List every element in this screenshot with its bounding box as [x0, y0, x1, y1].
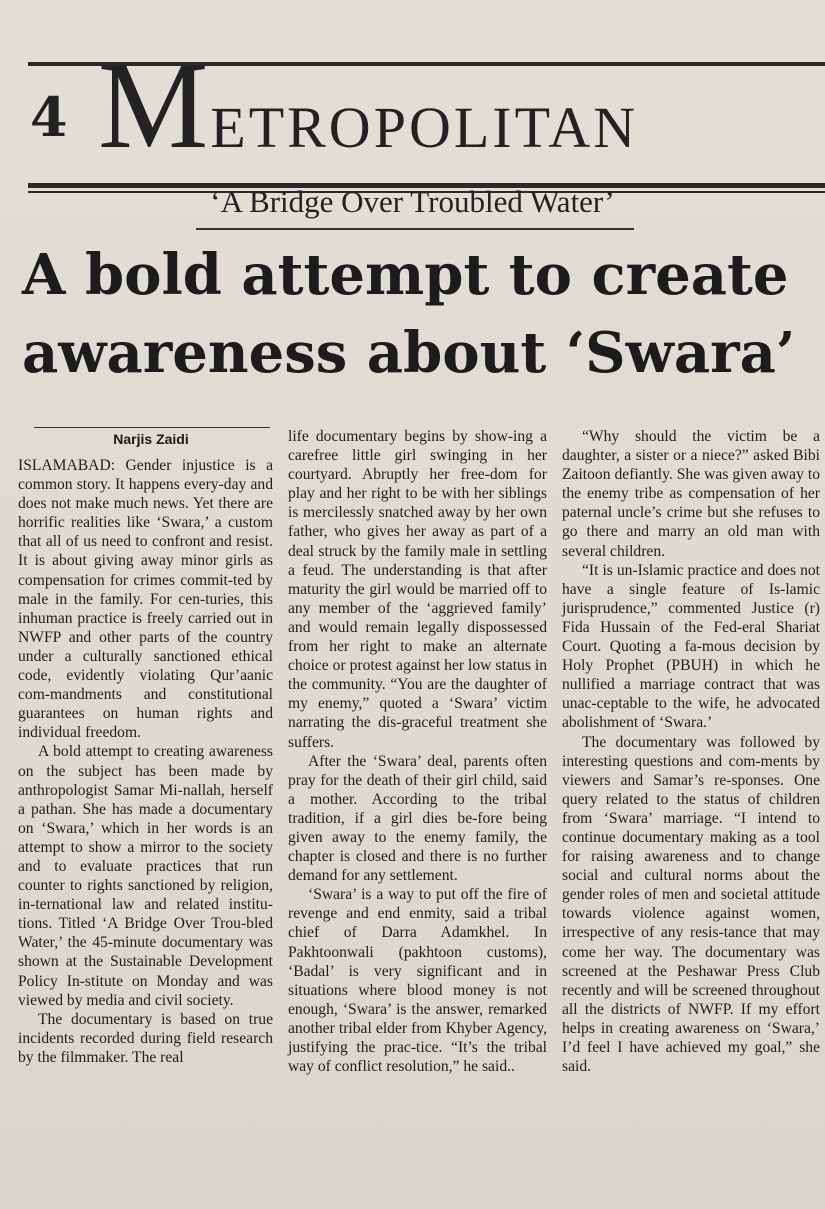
article-byline: Narjis Zaidi	[113, 431, 189, 447]
paragraph: The documentary was followed by interesting questions and com-ments by viewers and Samar’s re-sponses. One query related to the status of children from ‘Swara’ marriage. “I intend to continue documentary making as a tool for raising awareness and to change social and cultural norms about the gender roles of men and societal attitude towards violence against women, irrespective of any resis-tance that may come her way. The documentary was screened at the Peshawar Press Club recently and will be screened throughout all the districts of NWFP. If my effort helps in creating awareness on ‘Swara,’ I’d feel I have achieved my goal,” she said.	[562, 733, 820, 1076]
paragraph: The documentary is based on true incidents recorded during field research by the filmmaker. The real	[18, 1010, 273, 1066]
headline-line-1: A bold attempt to create	[22, 242, 789, 308]
paragraph: “Why should the victim be a daughter, a sister or a niece?” asked Bibi Zaitoon defiantly. She was given away to the enemy tribe as compensation of her paternal uncle’s crime but she refuses to go there and marry an old man with several children.	[562, 428, 820, 560]
article-kicker: ‘A Bridge Over Troubled Water’	[210, 184, 615, 219]
byline-rule	[34, 427, 270, 428]
headline-line-2: awareness about ‘Swara’	[22, 320, 796, 386]
page-number: 4	[30, 85, 68, 149]
article-column-1	[18, 456, 273, 1067]
section-title-rest: ETROPOLITAN	[210, 95, 639, 160]
paragraph: ISLAMABAD: Gender injustice is a common story. It happens every-day and does not make much news. Yet there are horrific realities like ‘Swara,’ a custom that all of us need to confront and resist. It is about giving away minor girls as compensation for crimes commit-ted by male in the family. For cen-turies, this inhuman practice is freely carried out in NWFP and other parts of the country under a culturally sanctioned ethical code, evidently violating Qur’aanic com-mandments and constitutional guarantees on human rights and individual freedom.	[18, 457, 273, 742]
kicker-underline	[196, 228, 634, 230]
paragraph: life documentary begins by show-ing a carefree little girl swinging in her courtyard. Abruptly her free-dom for play and her right to be with her siblings is mercilessly snatched away by her own father, who gives her away as part of a deal struck by the family male in settling a feud. The understanding is that after maturity the girl would be married off to any member of the ‘aggrieved family’ and would remain legally dispossessed from her right to make an alternate choice or protest against her low status in the community. “You are the daughter of my enemy,” quoted a ‘Swara’ victim narrating the dis-graceful treatment she suffers.	[288, 428, 547, 751]
article-headline	[22, 236, 822, 392]
paragraph: After the ‘Swara’ deal, parents often pray for the death of their girl child, said a mother. According to the tribal tradition, if a girl dies be-fore being given away to the enemy family, the chapter is closed and there is no further demand for any settlement.	[288, 752, 547, 885]
section-masthead	[28, 37, 825, 174]
paragraph: ‘Swara’ is a way to put off the fire of revenge and end enmity, said a tribal chief of Darra Adamkhel. In Pakhtoonwali (pakhtoon customs), ‘Badal’ is very significant and in situations where blood money is not enough, ‘Swara’ is the answer, remarked another tribal elder from Khyber Agency, justifying the prac-tice. “It’s the tribal way of conflict resolution,” he said..	[288, 886, 547, 1076]
paragraph: A bold attempt to creating awareness on the subject has been made by anthropologist Samar Mi-nallah, herself a pathan. She has made a documentary on ‘Swara,’ which in her words is an attempt to show a mirror to the society and to evaluate practices that run counter to rights sanctioned by religion, in-ternational law and related institu-tions. Titled ‘A Bridge Over Trou-bled Water,’ the 45-minute documentary was shown at the Sustainable Development Policy In-stitute on Monday and was viewed by media and civil society.	[18, 743, 273, 1009]
paragraph: “It is un-Islamic practice and does not have a single feature of Is-lamic jurisprudence,” commented Justice (r) Fida Hussain of the Fed-eral Shariat Court. Quoting a fa-mous decision by Holy Prophet (PBUH) in which he nullified a marriage contract that was unac-ceptable to the wife, he advocated abolishment of ‘Swara.’	[562, 561, 820, 732]
article-column-3	[562, 427, 820, 1076]
article-column-2	[288, 427, 547, 1076]
section-title	[98, 37, 639, 174]
section-title-initial: M	[98, 37, 211, 174]
